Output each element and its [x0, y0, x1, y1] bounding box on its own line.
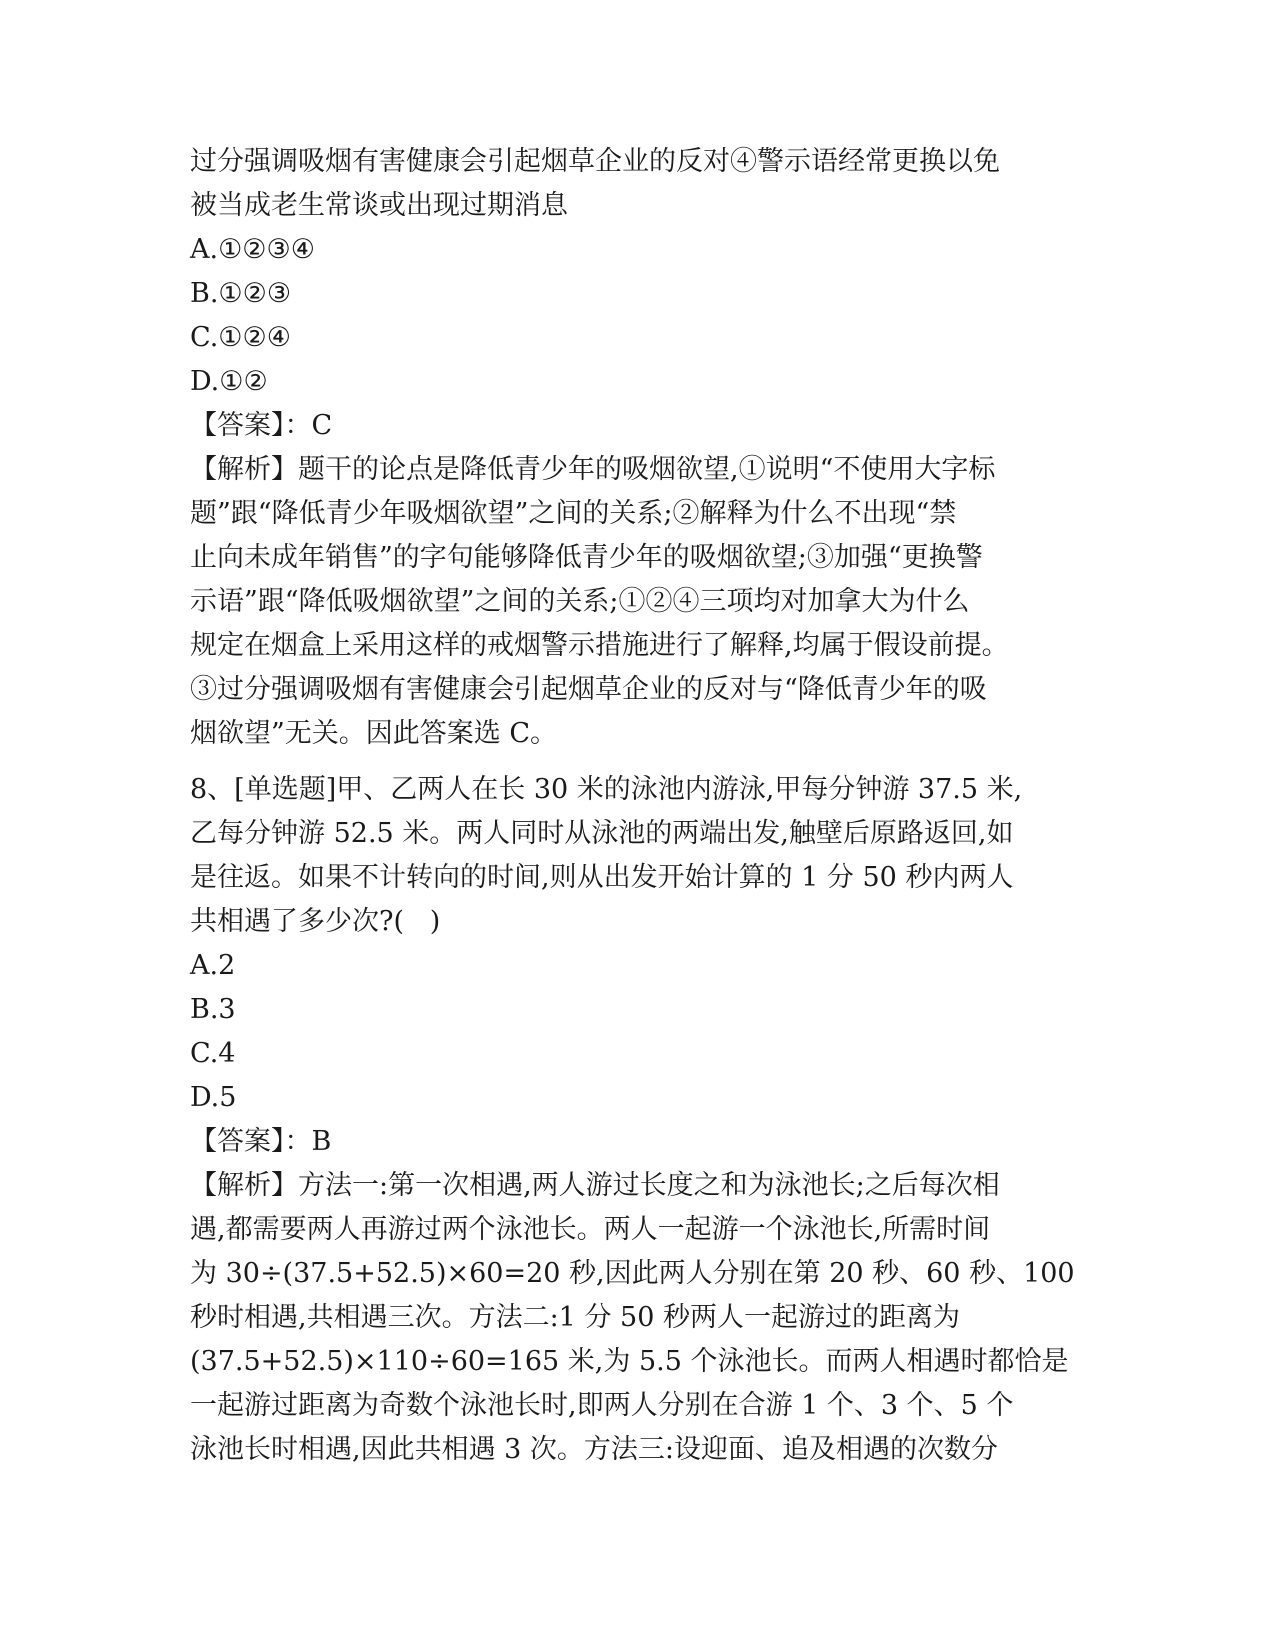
- analysis-line: 遇,都需要两人再游过两个泳池长。两人一起游一个泳池长,所需时间: [190, 1214, 991, 1245]
- analysis-line: 秒时相遇,共相遇三次。方法二:1 分 50 秒两人一起游过的距离为: [190, 1302, 960, 1333]
- option-a: A.①②③④: [190, 234, 315, 265]
- analysis-line: 示语”跟“降低吸烟欲望”之间的关系;①②④三项均对加拿大为什么: [190, 586, 970, 617]
- analysis-text: [190, 1164, 1090, 1472]
- analysis-line: 一起游过距离为奇数个泳池长时,即两人分别在合游 1 个、3 个、5 个: [190, 1390, 1014, 1421]
- option-a: A.2: [190, 950, 236, 981]
- analysis-line: 为 30÷(37.5+52.5)×60=20 秒,因此两人分别在第 20 秒、60 秒、100: [190, 1258, 1075, 1289]
- analysis-line: 规定在烟盒上采用这样的戒烟警示措施进行了解释,均属于假设前提。: [190, 630, 1009, 661]
- stem-text: [190, 140, 1090, 228]
- question-7-continuation: [190, 140, 1090, 756]
- analysis-line: (37.5+52.5)×110÷60=165 米,为 5.5 个泳池长。而两人相遇时都恰是: [190, 1346, 1069, 1377]
- stem-line: 共相遇了多少次?( ): [190, 906, 441, 937]
- question-8: [190, 768, 1090, 1472]
- analysis-text: [190, 448, 1090, 756]
- analysis-line: ③过分强调吸烟有害健康会引起烟草企业的反对与“降低青少年的吸: [190, 674, 987, 705]
- document-page: [190, 140, 1090, 1472]
- analysis-line: 题”跟“降低青少年吸烟欲望”之间的关系;②解释为什么不出现“禁: [190, 498, 957, 529]
- analysis-line: 【解析】题干的论点是降低青少年的吸烟欲望,①说明“不使用大字标: [190, 454, 996, 485]
- answer-line: 【答案】：B: [190, 1126, 332, 1157]
- options-list: [190, 228, 1090, 404]
- option-c: C.①②④: [190, 322, 291, 353]
- question-spacer: [190, 756, 1090, 768]
- stem-line: 过分强调吸烟有害健康会引起烟草企业的反对④警示语经常更换以免: [190, 146, 1000, 177]
- stem-line: 被当成老生常谈或出现过期消息: [190, 190, 568, 221]
- analysis-line: 烟欲望”无关。因此答案选 C。: [190, 718, 558, 749]
- option-c: C.4: [190, 1038, 236, 1069]
- option-b: B.3: [190, 994, 236, 1025]
- stem-line: 是往返。如果不计转向的时间,则从出发开始计算的 1 分 50 秒内两人: [190, 862, 1014, 893]
- option-d: D.①②: [190, 366, 268, 397]
- option-b: B.①②③: [190, 278, 292, 309]
- analysis-line: 【解析】方法一:第一次相遇,两人游过长度之和为泳池长;之后每次相: [190, 1170, 1000, 1201]
- stem-line: 乙每分钟游 52.5 米。两人同时从泳池的两端出发,触壁后原路返回,如: [190, 818, 1014, 849]
- answer-line: 【答案】：C: [190, 410, 333, 441]
- option-d: D.5: [190, 1082, 237, 1113]
- analysis-line: 止向未成年销售”的字句能够降低青少年的吸烟欲望;③加强“更换警: [190, 542, 983, 573]
- stem-line: 8、[单选题]甲、乙两人在长 30 米的泳池内游泳,甲每分钟游 37.5 米,: [190, 774, 1023, 805]
- analysis-line: 泳池长时相遇,因此共相遇 3 次。方法三:设迎面、追及相遇的次数分: [190, 1434, 999, 1465]
- options-list: [190, 944, 1090, 1120]
- stem-text: [190, 768, 1090, 944]
